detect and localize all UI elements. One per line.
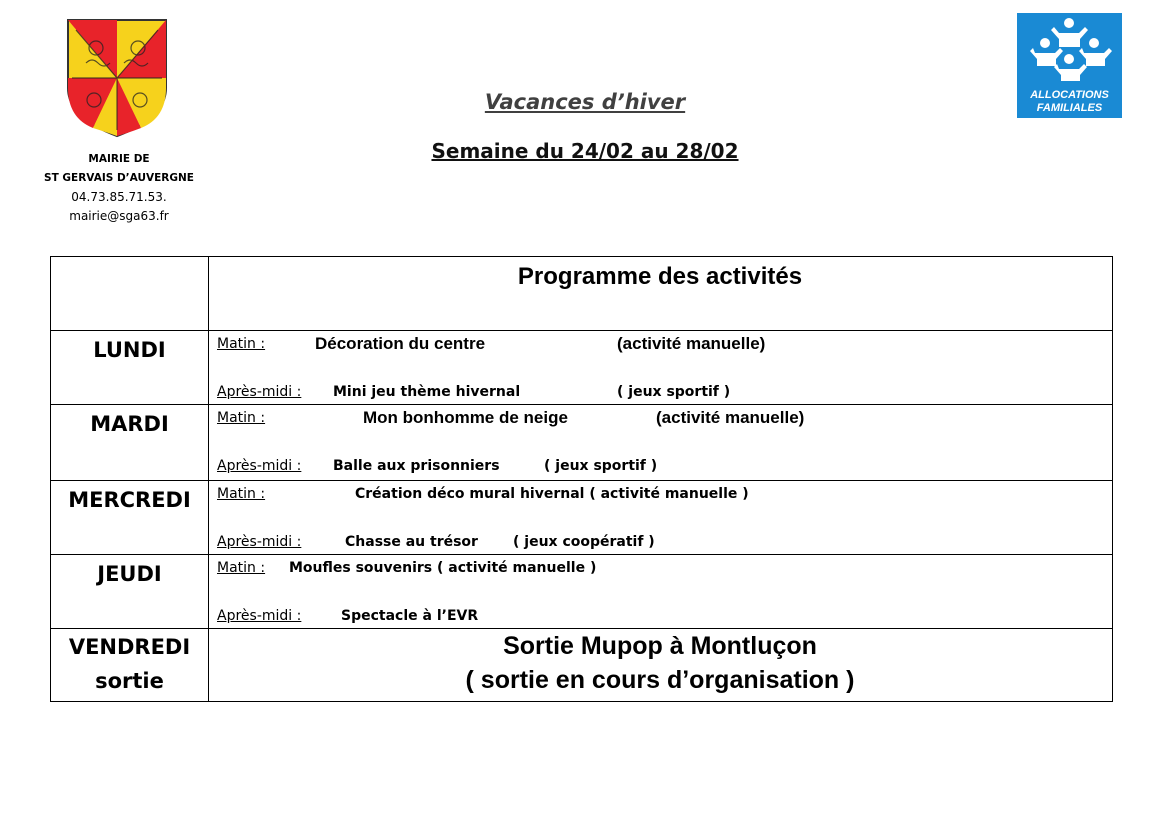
crest-logo — [66, 18, 168, 138]
apresmidi-label: Après-midi : — [217, 458, 302, 474]
apresmidi-label: Après-midi : — [217, 534, 302, 550]
activity-lundi-matin: Décoration du centre — [315, 334, 486, 353]
friday-outing-note: ( sortie en cours d’organisation ) — [465, 666, 855, 694]
caf-logo — [1017, 13, 1122, 118]
matin-label: Matin : — [217, 560, 266, 576]
activity-jeudi-matin: Moufles souvenirs ( activité manuelle ) — [289, 560, 597, 576]
friday-outing: Sortie Mupop à Montluçon — [503, 632, 817, 660]
activity-mardi-matin: Mon bonhomme de neige — [363, 408, 568, 427]
program-title: Programme des activités — [517, 263, 803, 290]
day-mercredi: MERCREDI — [68, 488, 191, 512]
activity-jeudi-apresmidi: Spectacle à l’EVR — [341, 608, 479, 624]
matin-label: Matin : — [217, 486, 266, 502]
crest-logo-image — [66, 18, 168, 138]
caf-line1: ALLOCATIONS — [1030, 89, 1109, 101]
activity-mercredi-apresmidi: Chasse au trésor — [345, 534, 478, 550]
row-divider — [51, 628, 1112, 629]
activity-mardi-apresmidi: Balle aux prisonniers — [333, 458, 500, 474]
apresmidi-label: Après-midi : — [217, 384, 302, 400]
caf-figures-icon — [1017, 13, 1122, 91]
mairie-line1: MAIRIE DE — [88, 153, 150, 165]
mairie-contact-block — [40, 150, 198, 226]
program-table — [50, 256, 1113, 702]
activity-lundi-apresmidi-type: ( jeux sportif ) — [617, 384, 731, 400]
activity-mercredi-matin: Création déco mural hivernal ( activité manuelle ) — [355, 486, 749, 502]
activity-mercredi-apresmidi-type: ( jeux coopératif ) — [513, 534, 655, 550]
activity-mardi-matin-type: (activité manuelle) — [656, 408, 805, 427]
row-divider — [51, 554, 1112, 555]
day-lundi: LUNDI — [93, 338, 166, 362]
page-subtitle: Semaine du 24/02 au 28/02 — [431, 139, 739, 163]
matin-label: Matin : — [217, 336, 266, 352]
day-mardi: MARDI — [90, 412, 169, 436]
day-vendredi: VENDREDI — [68, 635, 191, 659]
day-jeudi: JEUDI — [97, 562, 162, 586]
page-title: Vacances d’hiver — [484, 90, 686, 114]
activity-lundi-apresmidi: Mini jeu thème hivernal — [333, 384, 521, 400]
activity-lundi-matin-type: (activité manuelle) — [617, 334, 766, 353]
row-divider — [51, 330, 1112, 331]
apresmidi-label: Après-midi : — [217, 608, 302, 624]
activity-mardi-apresmidi-type: ( jeux sportif ) — [544, 458, 658, 474]
row-divider — [51, 404, 1112, 405]
mairie-email: mairie@sga63.fr — [69, 209, 169, 223]
mairie-line2: ST GERVAIS D’AUVERGNE — [44, 172, 194, 184]
row-divider — [51, 480, 1112, 481]
caf-line2: FAMILIALES — [1036, 102, 1103, 114]
matin-label: Matin : — [217, 410, 266, 426]
mairie-phone: 04.73.85.71.53. — [71, 190, 167, 204]
day-vendredi-sortie: sortie — [95, 669, 164, 693]
